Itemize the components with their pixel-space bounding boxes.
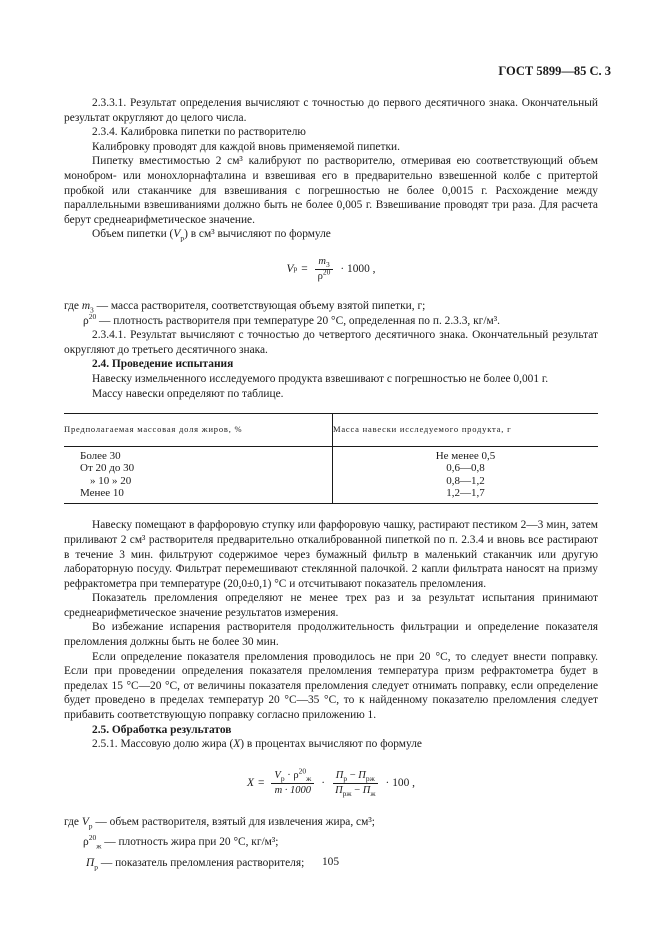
table-row: Менее 10 1,2—1,7	[64, 487, 598, 504]
table-row: » 10 » 20 0,8—1,2	[64, 475, 598, 487]
table-row: От 20 до 30 0,6—0,8	[64, 462, 598, 474]
paragraph-evaporation: Во избежание испарения растворителя продолжительность фильтрации и определение показателя преломления должны быть не более 30 мин.	[64, 621, 598, 649]
paragraph-calibration-note: Калибровку проводят для каждой вновь применяемой пипетки.	[92, 140, 400, 153]
table-row: Более 30 Не менее 0,5	[64, 446, 598, 462]
paragraph-2-3-4-1: 2.3.4.1. Результат вычисляют с точностью до четвертого десятичного знака. Окончательный результат округляют до третьего десятичного знака.	[64, 329, 598, 356]
paragraph-2-5-1: 2.5.1. Массовую долю жира (X) в процентах вычисляют по формуле	[92, 738, 422, 751]
definition-m3: где $m_3$ — масса растворителя, соответствующая объему взятой пипетки, г;	[64, 299, 426, 315]
definition-rho20: $\rho^{20}$ — плотность растворителя при температуре 20 °С, определенная по п. 2.3.3, кг/м³.	[83, 311, 500, 327]
fraction: $\frac{П_р - П_{рж}}{П_{рж} - П_ж}$	[332, 770, 378, 797]
paragraph-temperature-correction: Если определение показателя преломления проводилось не при 20 °С, то следует внести поправку. Если при проведении определения показателя преломления температура призм рефрактометра будет в пределах 15 °С—20 °С, от величины показателя преломления следует отнимать поправку, если определение будет проведено в пределах температур 20 °С—35 °С, то к найденному показателю преломления следует прибавить соответствующую поправку согласно приложению 1.	[64, 650, 598, 722]
fraction: $\frac{V_р \cdot \rho^{20}_ж}{m \cdot 1000}$	[271, 770, 314, 797]
paragraph-refraction-repeat: Показатель преломления определяют не менее трех раз и за результат испытания принимают среднеарифметическое значение результатов измерения.	[64, 592, 598, 619]
formula-pipette-volume: V р = $\frac{m_3}{\rho^{20}}$ · 1000 ,	[286, 255, 376, 282]
section-2-4-heading: 2.4. Проведение испытания	[92, 358, 234, 371]
paragraph-2-3-4-title: 2.3.4. Калибровка пипетки по растворителю	[92, 126, 306, 139]
paragraph-pipette-calibration: Пипетку вместимостью 2 см³ калибруют по растворителю, отмеривая ею соответствующий объем монобром- или монохлорнафталина и взвешивая его в предварительно взвешенной колбе с притертой пробкой или стаканчике для взвешивания с погрешностью не более 0,0015 г. Расхождение между параллельными взвешиваниями должно быть не более 0,005 г. Взвешивание проводят три раза. Для расчета берут среднеарифметическое значение.	[64, 155, 598, 226]
sample-mass-table	[64, 413, 598, 504]
document-body	[64, 96, 598, 871]
table-header-sample-mass: Масса навески исследуемого продукта, г	[333, 414, 599, 447]
table-header-fat-share: Предполагаемая массовая доля жиров, %	[64, 414, 333, 447]
section-2-5-heading: 2.5. Обработка результатов	[92, 723, 232, 736]
page-number: 105	[321, 856, 340, 868]
paragraph-sample-grinding: Навеску помещают в фарфоровую ступку или фарфоровую чашку, растирают пестиком 2—3 мин, затем приливают 2 см³ растворителя предварительно откалиброванной пипеткой по п. 2.3.4 и вновь все растирают в течение 3 мин. фильтруют содержимое через бумажный фильтр в маленький стаканчик или другую лабораторную посуду. Фильтрат перемешивают стеклянной палочкой. 2 капли фильтрата наносят на призму рефрактометра при температуре (20,0±0,1) °С и отсчитывают показатель преломления.	[64, 519, 598, 590]
definition-rho-fat: $\rho^{20}_ж$ — плотность жира при 20 °С, кг/м³;	[83, 833, 279, 851]
paragraph-pipette-volume-intro: Объем пипетки $(V_р)$ в см³ вычисляют по формуле	[92, 228, 331, 243]
paragraph-2-3-3-1: 2.3.3.1. Результат определения вычисляют с точностью до первого десятичного знака. Окончательный результат округляют до целого числа.	[64, 97, 598, 124]
paragraph-table-ref: Массу навески определяют по таблице.	[92, 387, 284, 400]
formula-fat-share: X = $\frac{V_р \cdot \rho^{20}_ж}{m \cdot 1000}$ · $\frac{П_р - П_{рж}}{П_{рж} - П_ж}$ · 100 ,	[247, 766, 415, 798]
definition-pr: $П_р$ — показатель преломления растворителя;	[86, 857, 305, 872]
standard-header: ГОСТ 5899—85 С. 3	[498, 64, 611, 78]
definition-vr: где $V_р$ — объем растворителя, взятый для извлечения жира, см³;	[64, 815, 375, 831]
fraction: $\frac{m_3}{\rho^{20}}$	[315, 256, 334, 283]
table-header-row	[64, 414, 598, 447]
paragraph-weighing: Навеску измельченного исследуемого продукта взвешивают с погрешностью не более 0,001 г.	[92, 372, 549, 385]
